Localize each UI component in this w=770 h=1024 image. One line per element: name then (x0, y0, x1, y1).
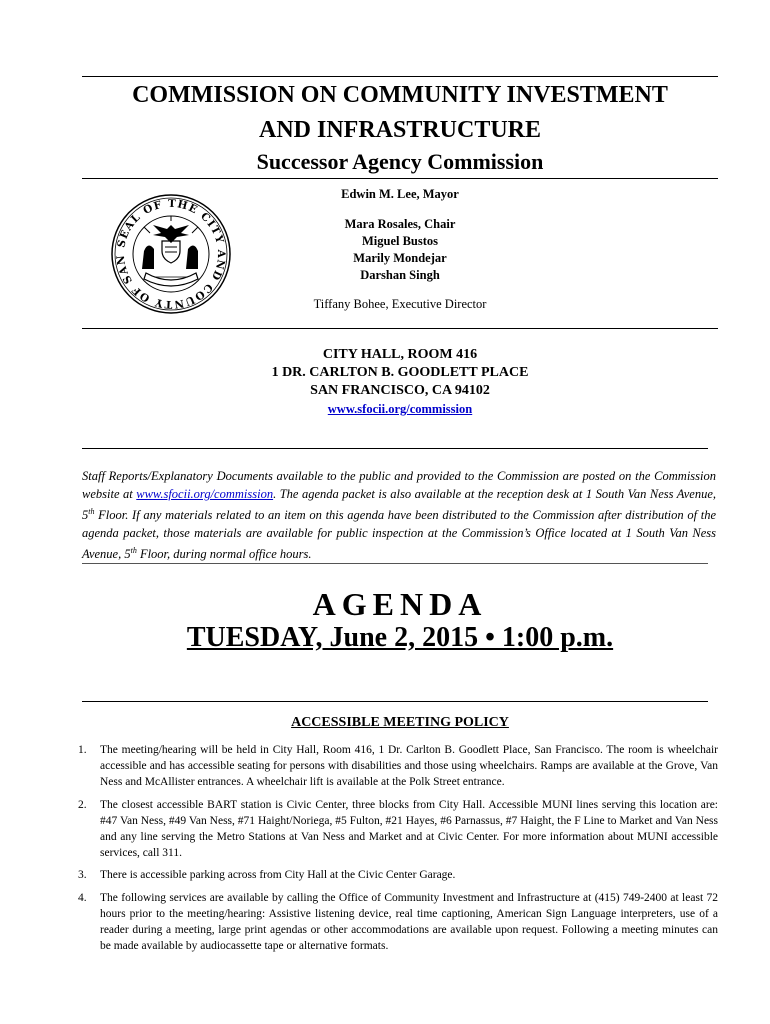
staff-website-link[interactable]: www.sfocii.org/commission (136, 486, 274, 501)
mayor-line: Edwin M. Lee, Mayor (341, 187, 459, 201)
title-line-1: COMMISSION ON COMMUNITY INVESTMENT (132, 82, 668, 108)
staff-text-3: Floor. If any materials related to an item on this agenda have been distributed to the Commission after distribution of the agenda packet, those materials are available for public inspection at the Commission’s Office located at 1 South Van Ness Avenue, 5 (82, 508, 716, 562)
item-number: 2. (78, 799, 87, 811)
ordinal-suffix: th (130, 546, 137, 556)
item-number: 1. (78, 744, 87, 756)
item-text: The meeting/hearing will be held in City Hall, Room 416, 1 Dr. Carlton B. Goodlett Place, San Francisco. The room is wheelchair accessible and has accessible seating for persons with disabilities and those using wheelchairs. Ramps are available at the Grove, Van Ness and McAllister entrances. A wheelchair lift is available at the Polk Street entrance. (100, 744, 718, 788)
agenda-title: AGENDA (312, 586, 488, 622)
meeting-location (82, 346, 718, 419)
location-line-2: 1 DR. CARLTON B. GOODLETT PLACE (271, 365, 529, 380)
agenda-rule (82, 701, 708, 702)
seal-text: SEAL OF THE CITY AND COUNTY OF SAN (114, 197, 228, 311)
commissioner-name: Marily Mondejar (353, 251, 447, 265)
item-text: There is accessible parking across from City Hall at the Civic Center Garage. (100, 869, 456, 881)
commissioner-name: Darshan Singh (360, 268, 440, 282)
staff-text-2: . The agenda packet is also available at the reception desk at 1 South Van Ness Avenue, 5 (82, 486, 716, 523)
location-line-1: CITY HALL, ROOM 416 (322, 347, 478, 362)
ordinal-suffix: th (88, 507, 95, 516)
item-number: 4. (78, 892, 87, 904)
location-line-3: SAN FRANCISCO, CA 94102 (310, 383, 490, 398)
staff-text-4: Floor, during normal office hours. (136, 547, 312, 562)
header-rule (82, 178, 718, 179)
commissioner-name: Mara Rosales, Chair (344, 217, 456, 231)
policy-heading: ACCESSIBLE MEETING POLICY (291, 715, 509, 730)
item-text: The following services are available by calling the Office of Community Investment and Infrastructure at (415) 749-2400 at least 72 hours prior to the meeting/hearing: Assistive listening device, real time captioning, American Sign Language interpreters, use of a reader during a meeting, large print agendas or other accommodations are available upon request. Following a meeting minutes can be made available by audiocassette tape or alternative formats. (100, 892, 718, 952)
title-line-2: AND INFRASTRUCTURE (258, 117, 542, 143)
meeting-date: TUESDAY, June 2, 2015 • 1:00 p.m. (186, 622, 614, 653)
location-rule (82, 448, 708, 449)
commissioner-name: Miguel Bustos (361, 234, 439, 248)
top-rule (82, 76, 718, 77)
policy-item (78, 797, 718, 861)
city-seal-icon (110, 193, 232, 315)
staff-text-1: Staff Reports/Explanatory Documents available to the public and provided to the Commission are posted on the Commission website at (82, 469, 716, 501)
executive-director: Tiffany Bohee, Executive Director (313, 297, 487, 311)
policy-item (78, 890, 718, 954)
page-title (82, 78, 718, 148)
staff-rule (82, 563, 708, 564)
item-text: The closest accessible BART station is Civic Center, three blocks from City Hall. Accessible MUNI lines serving this location are: #47 Van Ness, #49 Van Ness, #71 Haight/Noriega, #5 Fulton, #21 Hayes, #6 Parnassus, #7 Haight, the F Line to Market and Van Ness and any line serving the Metro Stations at Van Ness and Market and at Civic Center. For more information about MUNI accessible services, call 311. (100, 799, 718, 859)
staff-reports-notice (82, 468, 716, 564)
commission-website-link[interactable]: www.sfocii.org/commission (327, 402, 473, 416)
seal-rule (82, 328, 718, 329)
item-number: 3. (78, 869, 87, 881)
policy-item (78, 867, 718, 883)
policy-item (78, 742, 718, 790)
subtitle: Successor Agency Commission (256, 149, 544, 174)
commissioner-list (300, 216, 500, 284)
